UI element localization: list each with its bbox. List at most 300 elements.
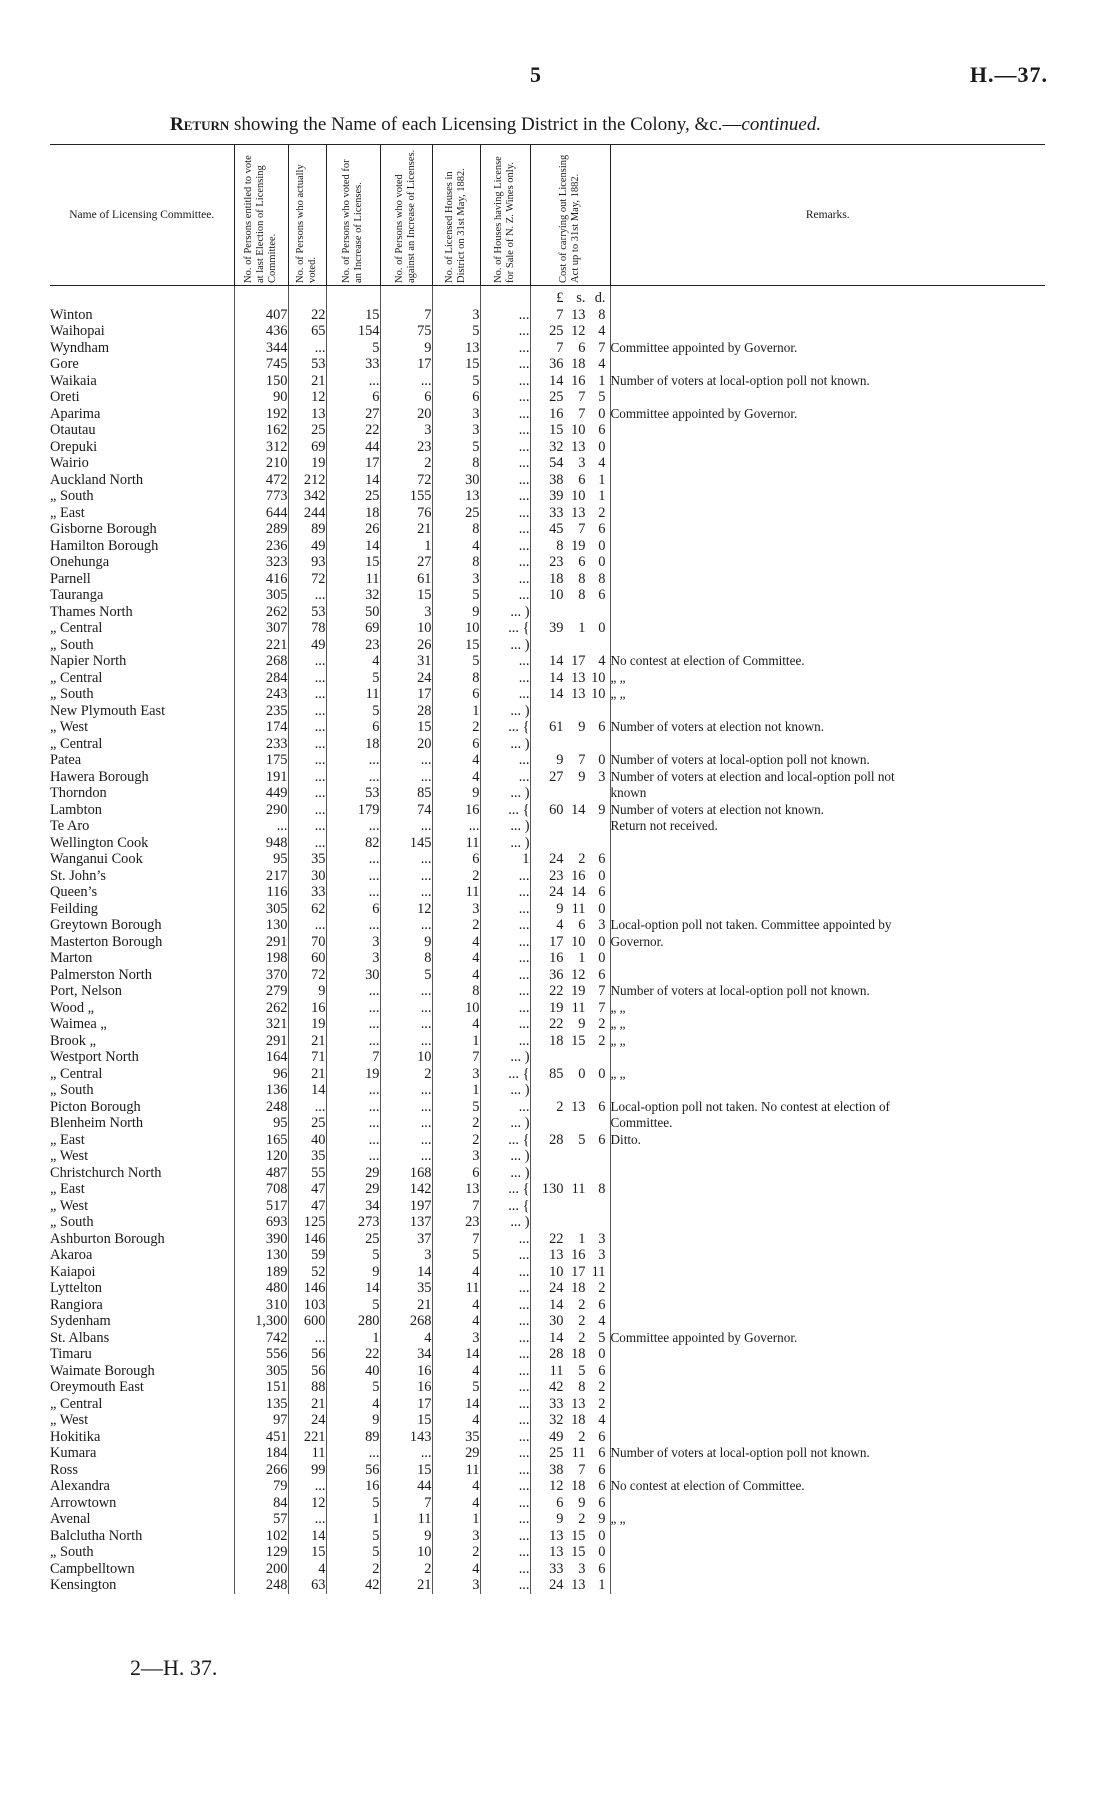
remarks-cell [610, 1412, 1045, 1429]
entitled-count: 120 [234, 1148, 288, 1165]
table-row [50, 917, 1045, 934]
against-increase-count: 23 [380, 439, 432, 456]
wine-licenses-count: ... [480, 1478, 530, 1495]
against-increase-count: 11 [380, 1511, 432, 1528]
committee-name: St. Albans [50, 1329, 110, 1346]
wine-licenses-count: ... [480, 1033, 530, 1050]
entitled-count: 116 [234, 884, 288, 901]
for-increase-count: 1 [326, 1511, 380, 1528]
header-name: Name of Licensing Committee. [50, 145, 234, 286]
table-row [50, 1478, 1045, 1495]
cost-pounds: 9 [556, 900, 564, 917]
committee-name: Waimate Borough [50, 1362, 155, 1379]
cost-pounds: 16 [549, 405, 564, 422]
cost-pence: 6 [598, 521, 606, 537]
voted-count: 244 [288, 505, 326, 522]
wine-licenses-count: ... [480, 356, 530, 373]
remarks-cell: No contest at election of Committee. [610, 1478, 1045, 1495]
against-increase-count: 7 [380, 1495, 432, 1512]
wine-licenses-count: ... [480, 1264, 530, 1281]
licensed-houses-count: 4 [432, 769, 480, 786]
voted-count: ... [288, 1099, 326, 1116]
cost-pence: 6 [598, 1362, 606, 1379]
voted-count: 9 [288, 983, 326, 1000]
for-increase-count: 18 [326, 736, 380, 753]
against-increase-count: 44 [380, 1478, 432, 1495]
remarks-cell [610, 389, 1045, 406]
voted-count: ... [288, 1330, 326, 1347]
table-row [50, 1396, 1045, 1413]
cost-cell [530, 422, 610, 439]
for-increase-count: ... [326, 851, 380, 868]
wine-licenses-count: ... [480, 488, 530, 505]
cost-pounds: 38 [549, 1461, 564, 1478]
licensed-houses-count: 5 [432, 1379, 480, 1396]
cost-pounds: 10 [549, 587, 564, 603]
committee-name: Aparima [50, 405, 101, 422]
remarks-cell [610, 356, 1045, 373]
table-row [50, 868, 1045, 885]
voted-count: 65 [288, 323, 326, 340]
table-row [50, 1033, 1045, 1050]
committee-name: Picton Borough [50, 1098, 141, 1115]
against-increase-count: 74 [380, 802, 432, 819]
table-row [50, 439, 1045, 456]
wine-licenses-count: ... { [480, 1181, 530, 1198]
against-increase-count: 10 [380, 1049, 432, 1066]
cost-pence: 8 [598, 570, 606, 587]
cost-pounds: 39 [549, 488, 564, 504]
wine-licenses-count: ... [480, 967, 530, 984]
wine-licenses-count: ... [480, 1280, 530, 1297]
licensed-houses-count: 11 [432, 1280, 480, 1297]
voted-count: 52 [288, 1264, 326, 1281]
cost-pence: 0 [598, 867, 606, 884]
remarks-cell [610, 554, 1045, 571]
committee-name: Brook „ [50, 1032, 96, 1049]
remarks-cell [610, 1247, 1045, 1264]
remarks-cell: No contest at election of Committee. [610, 653, 1045, 670]
cost-pence: 0 [598, 900, 606, 917]
cost-pounds: 25 [549, 323, 564, 339]
wine-licenses-count: ... [480, 554, 530, 571]
licensed-houses-count: 4 [432, 1016, 480, 1033]
cost-pounds: 33 [549, 504, 564, 521]
licensed-houses-count: 5 [432, 1099, 480, 1116]
voted-count: 53 [288, 356, 326, 373]
table-row [50, 983, 1045, 1000]
voted-count: ... [288, 703, 326, 720]
cost-pounds: 60 [549, 801, 564, 818]
licensed-houses-count: 6 [432, 389, 480, 406]
wine-licenses-count: ... [480, 1016, 530, 1033]
entitled-count: 96 [234, 1066, 288, 1083]
document-reference: H.—37. [969, 62, 1048, 87]
wine-licenses-count: ... [480, 752, 530, 769]
cost-pounds: 24 [549, 1280, 564, 1296]
wine-licenses-count: ... ) [480, 604, 530, 621]
cost-pounds: 24 [549, 1577, 564, 1593]
for-increase-count: 25 [326, 488, 380, 505]
voted-count: ... [288, 835, 326, 852]
entitled-count: 370 [234, 967, 288, 984]
against-increase-count: 28 [380, 703, 432, 720]
for-increase-count: 56 [326, 1462, 380, 1479]
table-row [50, 1379, 1045, 1396]
committee-name: Kaiapoi [50, 1263, 96, 1280]
cost-shillings: 13 [571, 504, 586, 521]
for-increase-count: 16 [326, 1478, 380, 1495]
cost-cell [530, 901, 610, 918]
against-increase-count: 20 [380, 406, 432, 423]
licensed-houses-count: 23 [432, 1214, 480, 1231]
voted-count: 53 [288, 604, 326, 621]
for-increase-count: ... [326, 1115, 380, 1132]
voted-count: 49 [288, 637, 326, 654]
against-increase-count: ... [380, 983, 432, 1000]
entitled-count: 693 [234, 1214, 288, 1231]
cost-pounds: 14 [549, 1296, 564, 1313]
committee-name: Wyndham [50, 339, 110, 356]
entitled-count: 236 [234, 538, 288, 555]
against-increase-count: ... [380, 373, 432, 390]
cost-cell [530, 835, 610, 852]
cost-shillings: 6 [578, 554, 586, 570]
wine-licenses-count: ... ) [480, 1214, 530, 1231]
entitled-count: 200 [234, 1561, 288, 1578]
cost-cell [530, 1495, 610, 1512]
cost-pounds: 4 [556, 917, 564, 933]
entitled-count: 130 [234, 1247, 288, 1264]
cost-pounds: 42 [549, 1379, 564, 1395]
against-increase-count: 8 [380, 950, 432, 967]
cost-shillings: 2 [578, 1511, 586, 1527]
cost-pence: 6 [598, 851, 606, 867]
against-increase-count: ... [380, 1445, 432, 1462]
cost-shillings: 7 [578, 1461, 586, 1478]
table-row [50, 406, 1045, 423]
against-increase-count: 137 [380, 1214, 432, 1231]
entitled-count: 248 [234, 1577, 288, 1594]
cost-shillings: 19 [571, 537, 586, 554]
against-increase-count: 9 [380, 934, 432, 951]
committee-name: Hawera Borough [50, 768, 149, 785]
voted-count: 342 [288, 488, 326, 505]
licensed-houses-count: 3 [432, 1148, 480, 1165]
licensed-houses-count: 11 [432, 1462, 480, 1479]
remarks-cell [610, 1264, 1045, 1281]
voted-count: ... [288, 769, 326, 786]
table-row [50, 422, 1045, 439]
cost-shillings: 2 [578, 1329, 586, 1346]
committee-name: Arrowtown [50, 1494, 117, 1511]
wine-licenses-count: ... [480, 505, 530, 522]
voted-count: 600 [288, 1313, 326, 1330]
against-increase-count: 17 [380, 356, 432, 373]
licensed-houses-count: 6 [432, 736, 480, 753]
committee-name: „ West [50, 719, 89, 735]
for-increase-count: 11 [326, 686, 380, 703]
cost-shillings: 0 [578, 1065, 586, 1082]
committee-name: „ Central [50, 669, 103, 686]
remarks-cell [610, 455, 1045, 472]
committee-name: Masterton Borough [50, 933, 163, 950]
voted-count: 25 [288, 422, 326, 439]
remarks-cell: Number of voters at local-option poll not known. [610, 1445, 1045, 1462]
for-increase-count: 15 [326, 307, 380, 324]
voted-count: 25 [288, 1115, 326, 1132]
committee-name: „ South [50, 1214, 94, 1230]
against-increase-count: 16 [380, 1379, 432, 1396]
cost-cell [530, 868, 610, 885]
entitled-count: 708 [234, 1181, 288, 1198]
table-row [50, 637, 1045, 654]
cost-pence: 6 [598, 1478, 606, 1494]
cost-pounds: 17 [549, 933, 564, 950]
remarks-cell [610, 1082, 1045, 1099]
table-row [50, 373, 1045, 390]
against-increase-count: 2 [380, 1561, 432, 1578]
against-increase-count: ... [380, 884, 432, 901]
voted-count: 35 [288, 1148, 326, 1165]
for-increase-count: 2 [326, 1561, 380, 1578]
wine-licenses-count: ... [480, 373, 530, 390]
against-increase-count: 142 [380, 1181, 432, 1198]
cost-cell [530, 1346, 610, 1363]
licensed-houses-count: 4 [432, 1264, 480, 1281]
cost-cell [530, 1330, 610, 1347]
against-increase-count: 34 [380, 1346, 432, 1363]
cost-cell [530, 917, 610, 934]
licensed-houses-count: 16 [432, 802, 480, 819]
wine-licenses-count: ... [480, 1000, 530, 1017]
cost-shillings: 7 [578, 405, 586, 422]
licensed-houses-count: 3 [432, 1528, 480, 1545]
cost-cell [530, 1132, 610, 1149]
cost-pence: 4 [598, 356, 606, 372]
cost-pence: 9 [598, 1511, 606, 1527]
entitled-count: 174 [234, 719, 288, 736]
entitled-count: 151 [234, 1379, 288, 1396]
cost-cell [530, 884, 610, 901]
committee-name: Campbelltown [50, 1560, 135, 1577]
against-increase-count: 24 [380, 670, 432, 687]
table-row [50, 1462, 1045, 1479]
voted-count: ... [288, 653, 326, 670]
table-row [50, 1495, 1045, 1512]
wine-licenses-count: ... [480, 422, 530, 439]
cost-pounds: 23 [549, 554, 564, 570]
cost-pounds: 24 [549, 884, 564, 900]
cost-cell [530, 1363, 610, 1380]
entitled-count: ... [234, 818, 288, 835]
licensed-houses-count: 4 [432, 950, 480, 967]
voted-count: 212 [288, 472, 326, 489]
remarks-cell [610, 1297, 1045, 1314]
cost-shillings: 18 [571, 1412, 586, 1428]
committee-name: Orepuki [50, 438, 98, 455]
remarks-cell [610, 472, 1045, 489]
cost-cell [530, 1049, 610, 1066]
cost-pounds: 22 [549, 983, 564, 999]
cost-cell [530, 1297, 610, 1314]
licensed-houses-count: 1 [432, 1033, 480, 1050]
for-increase-count: 5 [326, 1544, 380, 1561]
for-increase-count: 280 [326, 1313, 380, 1330]
remarks-cell: Committee appointed by Governor. [610, 406, 1045, 423]
wine-licenses-count: ... ) [480, 1115, 530, 1132]
remarks-cell: Committee appointed by Governor. [610, 340, 1045, 357]
wine-licenses-count: ... ) [480, 1165, 530, 1182]
remarks-cell [610, 1346, 1045, 1363]
wine-licenses-count: ... [480, 983, 530, 1000]
remarks-cell [610, 505, 1045, 522]
cost-pounds: 39 [549, 620, 564, 636]
remarks-cell [610, 884, 1045, 901]
voted-count: 21 [288, 1066, 326, 1083]
entitled-count: 198 [234, 950, 288, 967]
committee-name: Auckland North [50, 471, 144, 488]
licensed-houses-count: 7 [432, 1231, 480, 1248]
for-increase-count: ... [326, 769, 380, 786]
against-increase-count: ... [380, 752, 432, 769]
cost-cell [530, 818, 610, 835]
cost-pence: 0 [598, 933, 606, 950]
for-increase-count: 5 [326, 1528, 380, 1545]
committee-name: „ East [50, 504, 85, 521]
against-increase-count: 21 [380, 1297, 432, 1314]
wine-licenses-count: ... [480, 1544, 530, 1561]
against-increase-count: 2 [380, 455, 432, 472]
remarks-cell [610, 1049, 1045, 1066]
cost-cell [530, 1280, 610, 1297]
voted-count: 59 [288, 1247, 326, 1264]
entitled-count: 233 [234, 736, 288, 753]
entitled-count: 210 [234, 455, 288, 472]
wine-licenses-count: ... [480, 571, 530, 588]
voted-count: 72 [288, 571, 326, 588]
cost-pence: 11 [591, 1263, 606, 1280]
entitled-count: 290 [234, 802, 288, 819]
committee-name: Timaru [50, 1346, 92, 1362]
cost-pounds: 24 [549, 851, 564, 867]
remarks-cell [610, 521, 1045, 538]
voted-count: ... [288, 785, 326, 802]
entitled-count: 97 [234, 1412, 288, 1429]
wine-licenses-count: ... { [480, 1066, 530, 1083]
header-entitled: No. of Persons entitled to vote at last Election of Licensing Committee. [234, 145, 288, 286]
committee-name: Waihopai [50, 323, 105, 339]
remarks-cell: Governor. [610, 934, 1045, 951]
table-row [50, 604, 1045, 621]
cost-cell [530, 1561, 610, 1578]
cost-cell [530, 340, 610, 357]
remarks-cell [610, 571, 1045, 588]
cost-cell [530, 1528, 610, 1545]
voted-count: 69 [288, 439, 326, 456]
cost-cell [530, 1198, 610, 1215]
voted-count: ... [288, 670, 326, 687]
table-row [50, 1280, 1045, 1297]
licensed-houses-count: 13 [432, 340, 480, 357]
entitled-count: 321 [234, 1016, 288, 1033]
committee-name: Rangiora [50, 1296, 103, 1313]
cost-pence: 0 [598, 537, 606, 554]
cost-pounds: 19 [549, 999, 564, 1016]
licensed-houses-count: 8 [432, 554, 480, 571]
entitled-count: 773 [234, 488, 288, 505]
committee-name: Kumara [50, 1445, 97, 1461]
table-row [50, 505, 1045, 522]
cost-cell [530, 1379, 610, 1396]
against-increase-count: 16 [380, 1363, 432, 1380]
cost-cell [530, 785, 610, 802]
licensed-houses-count: 2 [432, 868, 480, 885]
cost-pounds: 18 [549, 1032, 564, 1049]
table-row [50, 1561, 1045, 1578]
table-row [50, 835, 1045, 852]
voted-count: 19 [288, 1016, 326, 1033]
wine-licenses-count: ... ) [480, 1049, 530, 1066]
voted-count: ... [288, 736, 326, 753]
against-increase-count: 10 [380, 1544, 432, 1561]
cost-cell [530, 1544, 610, 1561]
voted-count: 22 [288, 307, 326, 324]
for-increase-count: 3 [326, 934, 380, 951]
cost-cell [530, 538, 610, 555]
table-row [50, 1181, 1045, 1198]
cost-shillings: 16 [571, 372, 586, 389]
remarks-cell: Number of voters at local-option poll not known. [610, 752, 1045, 769]
against-increase-count: 76 [380, 505, 432, 522]
cost-shillings: 8 [578, 570, 586, 587]
remarks-cell [610, 1165, 1045, 1182]
remarks-cell [610, 1429, 1045, 1446]
committee-name: Feilding [50, 900, 98, 917]
table-row [50, 472, 1045, 489]
voted-count: ... [288, 340, 326, 357]
licensed-houses-count: 3 [432, 1066, 480, 1083]
cost-shillings: 12 [571, 966, 586, 983]
for-increase-count: 32 [326, 587, 380, 604]
committee-name: Alexandra [50, 1478, 110, 1494]
cost-shillings: 6 [578, 917, 586, 933]
entitled-count: 556 [234, 1346, 288, 1363]
remarks-cell [610, 323, 1045, 340]
remarks-cell [610, 950, 1045, 967]
licensed-houses-count: 5 [432, 323, 480, 340]
committee-name: „ East [50, 1131, 85, 1148]
licensed-houses-count: 29 [432, 1445, 480, 1462]
cost-shillings: 2 [578, 851, 586, 867]
licensed-houses-count: 25 [432, 505, 480, 522]
cost-shillings: 1 [578, 950, 586, 966]
for-increase-count: ... [326, 1445, 380, 1462]
cost-cell [530, 670, 610, 687]
committee-name: Balclutha North [50, 1527, 143, 1544]
remarks-cell [610, 851, 1045, 868]
remarks-cell [610, 637, 1045, 654]
committee-name: Wellington Cook [50, 834, 149, 851]
for-increase-count: 40 [326, 1363, 380, 1380]
cost-pounds: 49 [549, 1428, 564, 1445]
committee-name: Lambton [50, 801, 102, 818]
cost-pence: 1 [598, 372, 606, 389]
cost-pounds: 30 [549, 1313, 564, 1329]
cost-cell [530, 934, 610, 951]
wine-licenses-count: ... [480, 521, 530, 538]
wine-licenses-count: ... [480, 1231, 530, 1248]
